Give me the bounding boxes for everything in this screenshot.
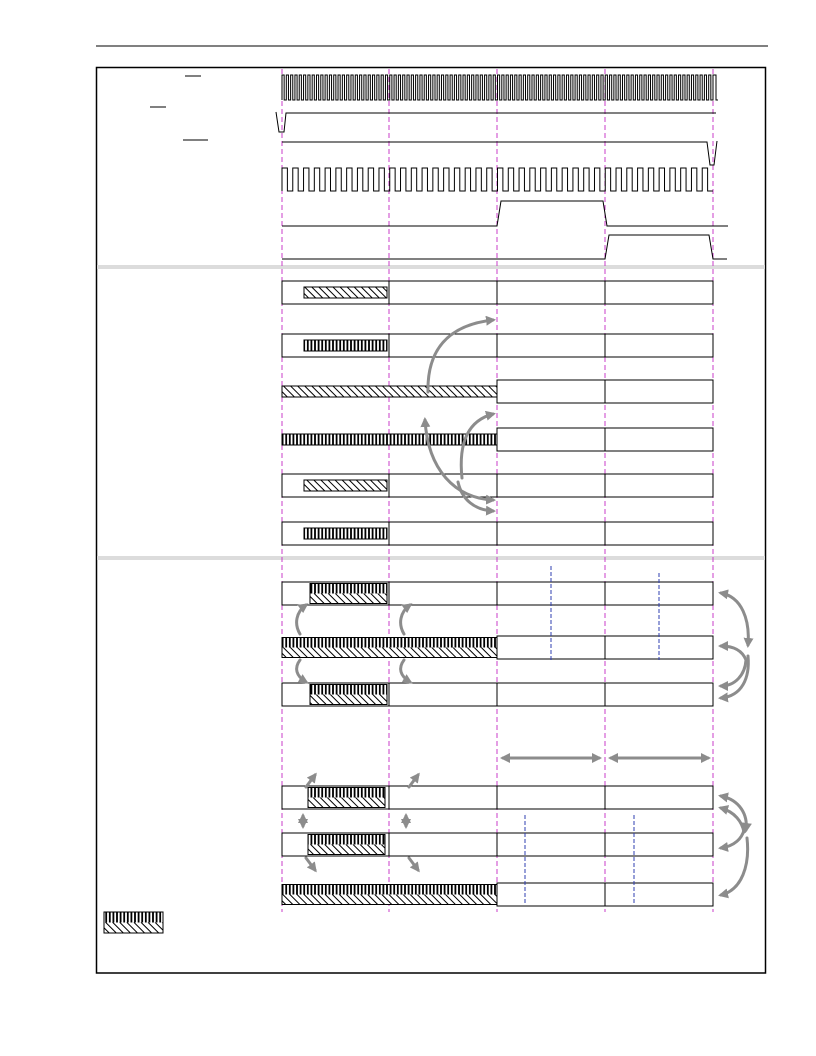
arrow-icon xyxy=(721,646,746,660)
row-l-cell-4 xyxy=(605,883,713,906)
row-k-diagonal-hatch xyxy=(308,845,385,855)
start-strobe-waveform xyxy=(276,112,716,132)
section-separators xyxy=(97,265,765,560)
register-row-d xyxy=(282,428,713,451)
register-row-g xyxy=(282,582,713,605)
register-row-f xyxy=(282,522,713,545)
arrow-icon xyxy=(401,605,410,634)
row-g-vertical-hatch xyxy=(310,584,387,594)
waveforms xyxy=(276,75,728,259)
arrow-icon xyxy=(401,660,410,682)
arrow-icon xyxy=(721,593,748,645)
row-c-cell-3 xyxy=(497,380,605,403)
slow-clock-waveform xyxy=(282,168,713,191)
row-i-vertical-hatch xyxy=(310,685,387,695)
row-i-cell-4 xyxy=(605,683,713,706)
row-l-cell-3 xyxy=(497,883,605,906)
row-j-vertical-hatch xyxy=(308,788,385,798)
arrow-icon xyxy=(461,414,493,478)
arrow-icon xyxy=(721,830,744,848)
signal-name-overbars xyxy=(150,76,208,140)
arrow-icon xyxy=(721,656,748,698)
register-row-l xyxy=(282,883,713,906)
row-i-cell-3 xyxy=(497,683,605,706)
register-row-h xyxy=(282,636,713,659)
arrow-icon xyxy=(721,808,744,832)
row-j-diagonal-hatch xyxy=(308,798,385,808)
row-b-cell-3 xyxy=(497,334,605,357)
arrow-icon xyxy=(721,660,746,686)
row-e-cell-4 xyxy=(605,474,713,497)
register-row-i xyxy=(282,683,713,706)
arrow-icon xyxy=(297,605,306,634)
row-k-cell-4 xyxy=(605,833,713,856)
row-f-cell-3 xyxy=(497,522,605,545)
section-separator-lower xyxy=(97,556,765,560)
section-separator-upper xyxy=(97,265,765,269)
row-a-cell-3 xyxy=(497,281,605,304)
arrow-icon xyxy=(306,858,315,870)
row-a-diagonal-hatch xyxy=(304,287,387,298)
row-k-vertical-hatch xyxy=(308,835,385,845)
legend-swatch-bottom xyxy=(104,923,163,934)
row-k-cell-2 xyxy=(389,833,497,856)
arrow-icon xyxy=(409,775,418,787)
row-i-diagonal-hatch xyxy=(310,695,387,705)
row-f-cell-4 xyxy=(605,522,713,545)
row-l-vertical-hatch xyxy=(282,885,497,895)
fast-clock-waveform xyxy=(282,75,718,100)
phase-2-waveform xyxy=(282,235,727,259)
row-l-diagonal-hatch xyxy=(282,895,497,905)
row-f-cell-2 xyxy=(389,522,497,545)
row-j-cell-3 xyxy=(497,786,605,809)
arrow-icon xyxy=(297,660,306,682)
row-a-cell-4 xyxy=(605,281,713,304)
row-a-cell-2 xyxy=(389,281,497,304)
row-j-cell-4 xyxy=(605,786,713,809)
row-h-diagonal-hatch xyxy=(282,648,497,658)
register-row-a xyxy=(282,281,713,304)
arrow-icon xyxy=(306,775,315,787)
register-row-j xyxy=(282,786,713,809)
row-d-cell-3 xyxy=(497,428,605,451)
row-b-vertical-hatch xyxy=(304,340,387,351)
row-j-cell-2 xyxy=(389,786,497,809)
register-row-k xyxy=(282,833,713,856)
row-i-cell-2 xyxy=(389,683,497,706)
row-b-cell-4 xyxy=(605,334,713,357)
row-e-cell-2 xyxy=(389,474,497,497)
row-g-diagonal-hatch xyxy=(310,594,387,604)
register-row-e xyxy=(282,474,713,497)
row-c-cell-4 xyxy=(605,380,713,403)
hatch-legend-swatch xyxy=(104,912,163,933)
row-e-diagonal-hatch xyxy=(304,480,387,491)
arrow-icon xyxy=(409,858,418,870)
row-h-vertical-hatch xyxy=(282,638,497,648)
row-f-vertical-hatch xyxy=(304,528,387,539)
phase-1-waveform xyxy=(282,201,728,226)
end-strobe-waveform xyxy=(282,141,717,165)
row-d-cell-4 xyxy=(605,428,713,451)
row-c-diagonal-hatch xyxy=(282,386,497,397)
row-b-cell-2 xyxy=(389,334,497,357)
row-e-cell-3 xyxy=(497,474,605,497)
row-g-cell-2 xyxy=(389,582,497,605)
register-row-c xyxy=(282,380,713,403)
legend-swatch-top xyxy=(104,912,163,923)
row-k-cell-3 xyxy=(497,833,605,856)
register-row-b xyxy=(282,334,713,357)
